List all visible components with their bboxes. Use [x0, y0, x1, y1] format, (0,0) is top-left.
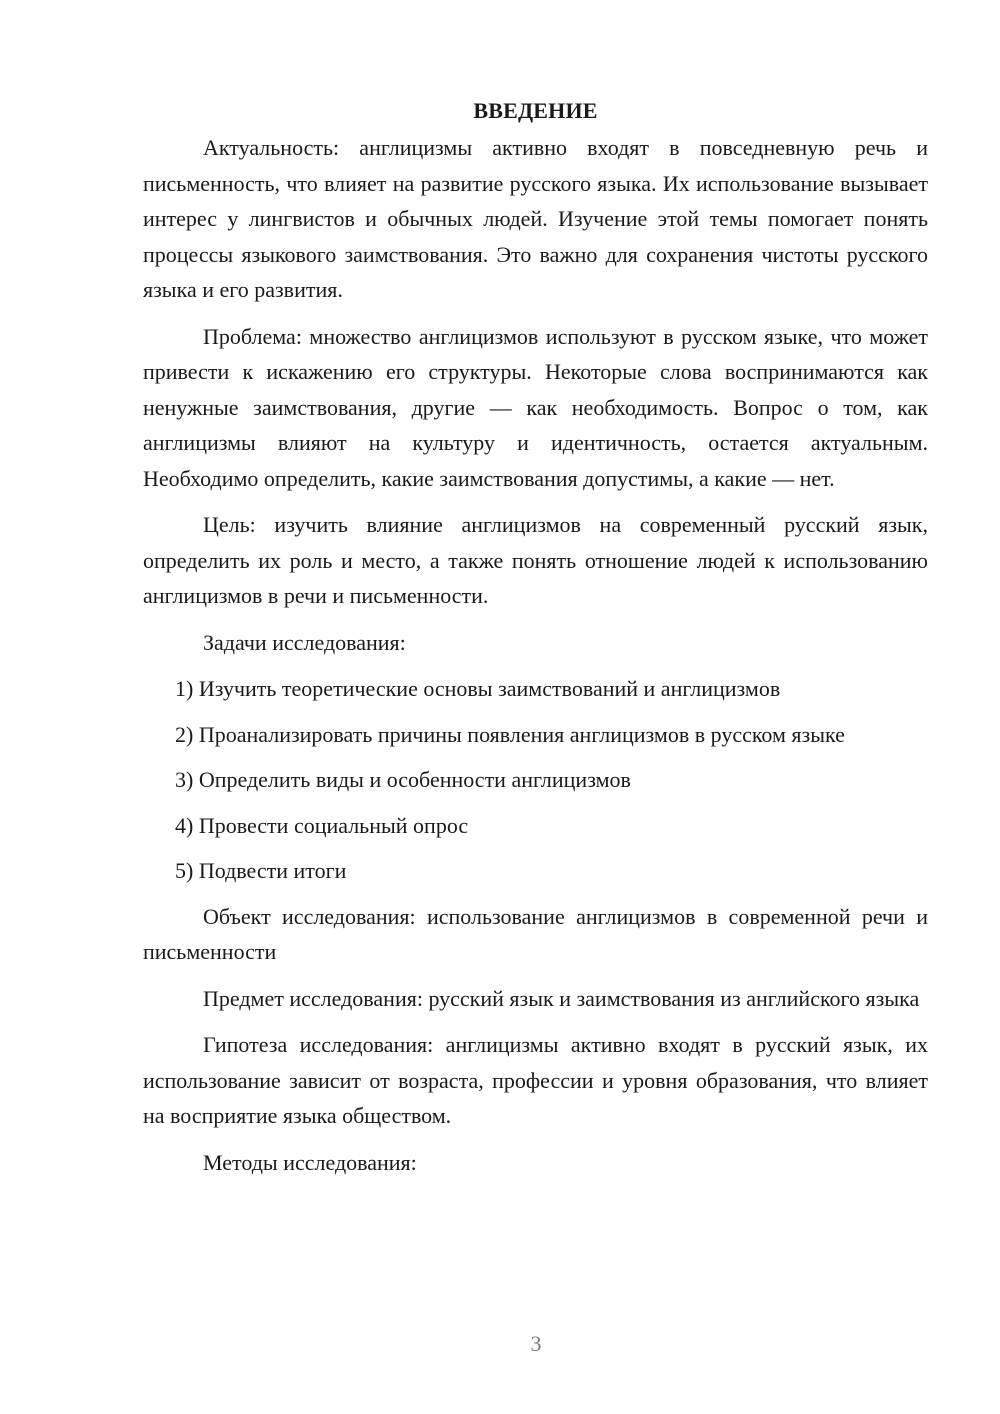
methods-title: Методы исследования: [203, 1149, 417, 1175]
task-item-2: 2) Проанализировать причины появления англицизмов в русском языке [175, 721, 845, 747]
goal-paragraph: Цель: изучить влияние англицизмов на современный русский язык, определить их роль и место, а также понять отношение людей к использованию англицизмов в речи и письменности. [143, 512, 928, 608]
task-item-1: 1) Изучить теоретические основы заимствований и англицизмов [175, 676, 781, 701]
subject-paragraph: Предмет исследования: русский язык и заимствования из английского языка [203, 985, 920, 1011]
page-title: ВВЕДЕНИЕ [473, 98, 598, 123]
object-paragraph: Объект исследования: использование англицизмов в современной речи и письменности [143, 903, 928, 964]
task-item-3: 3) Определить виды и особенности англицизмов [175, 767, 631, 792]
tasks-title: Задачи исследования: [203, 629, 406, 655]
task-item-5: 5) Подвести итоги [175, 858, 347, 883]
hypothesis-paragraph: Гипотеза исследования: англицизмы активно входят в русский язык, их использование зависит от возраста, профессии и уровня образования, что влияет на восприятие языка обществом. [143, 1032, 928, 1128]
relevance-paragraph: Актуальность: англицизмы активно входят в повседневную речь и письменность, что влияет на развитие русского языка. Их использование вызывает интерес у лингвистов и обычных людей. Изучение этой темы помогает понять процессы языкового заимствования. Это важно для сохранения чистоты русского языка и его развития. [143, 135, 928, 302]
task-item-4: 4) Провести социальный опрос [175, 812, 469, 838]
page-number: 3 [530, 1331, 542, 1356]
problem-paragraph: Проблема: множество англицизмов используют в русском языке, что может привести к искажению его структуры. Некоторые слова воспринимаются как ненужные заимствования, другие — как необходимость. Вопрос о том, как англицизмы влияют на культуру и идентичность, остается актуальным. Необходимо определить, какие заимствования допустимы, а какие — нет. [143, 323, 928, 491]
page-content [143, 97, 928, 1191]
